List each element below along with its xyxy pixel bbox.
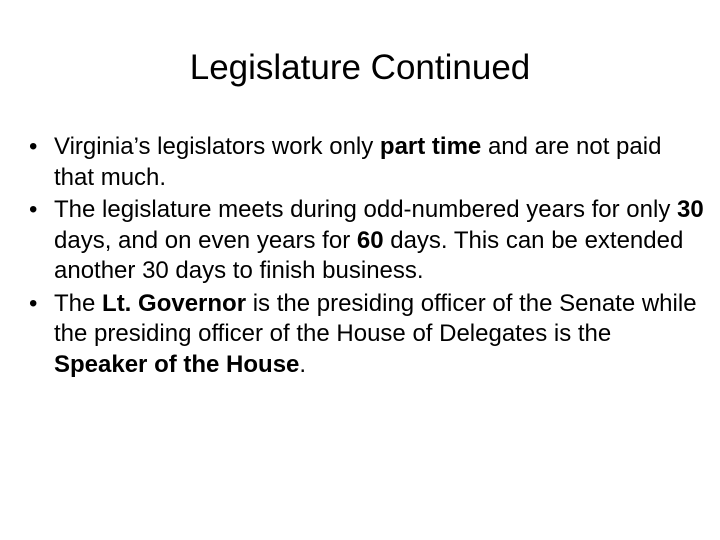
emphasis-text: part time <box>379 133 482 160</box>
bullet-item <box>29 195 705 287</box>
text-segment: is the presiding officer of the Senate while the presiding officer of the House of Delegates is the <box>54 289 697 347</box>
emphasis-text: Speaker of the House <box>54 350 300 378</box>
bullet-marker: • <box>29 133 38 160</box>
text-segment: . <box>299 350 307 378</box>
text-segment: days. This can be extended another 30 days to finish business. <box>54 226 684 284</box>
bullet-text <box>54 196 704 284</box>
bullet-list <box>29 132 705 382</box>
emphasis-text: 30 <box>677 196 704 223</box>
text-segment: Virginia’s legislators work only <box>54 133 380 160</box>
bullet-marker: • <box>29 289 38 317</box>
slide-title: Legislature Continued <box>189 48 531 87</box>
bullet-text <box>54 290 697 378</box>
text-segment: The <box>54 289 103 317</box>
bullet-item <box>29 132 705 193</box>
emphasis-text: Lt. Governor <box>102 289 247 317</box>
text-segment: days, and on even years for <box>54 226 357 254</box>
bullet-marker: • <box>29 196 38 223</box>
text-segment: and are not paid that much. <box>54 133 662 191</box>
text-segment: The legislature meets during odd-numbered years for only <box>54 196 677 223</box>
bullet-item <box>29 289 705 381</box>
bullet-text <box>54 133 661 191</box>
emphasis-text: 60 <box>356 226 384 254</box>
